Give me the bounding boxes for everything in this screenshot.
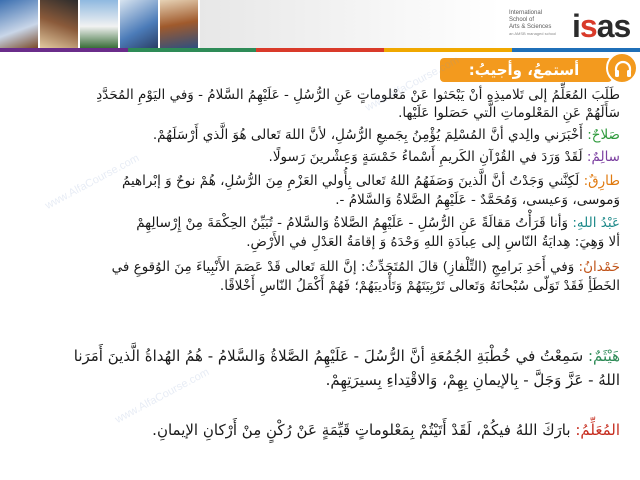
intro-paragraph xyxy=(15,86,620,122)
watermark-text: www.AlfaCourse.com xyxy=(363,54,462,114)
header-photo xyxy=(160,0,200,48)
dialogue-text: وَأنا قَرَأْتُ مَقالَةً عَنِ الرُّسُلِ - عَلَيْهِمُ الصَّلاةُ وَالسَّلامُ - تُبَيِّنُ الحِكْمَةَ مِنْ إِرْسالِهِمْ xyxy=(136,215,569,231)
header-photo xyxy=(80,0,120,48)
dialogue-text: لَكِنَّني وَجَدْتُ أنَّ الَّذينَ وَصَفَهُمُ اللهُ تَعالى بِأُولي العَزْمِ مِنَ الرُّسُلِ، هُمْ نوحٌ وَ إبْراهيمُ xyxy=(121,173,580,189)
dialogue-text: لَقَدْ وَرَدَ في القُرْآنِ الكَريمِ أَسْماءُ خَمْسَةٍ وَعِشْرينَ رَسولًا. xyxy=(268,149,583,165)
dialogue-block xyxy=(10,344,620,392)
dialogue-text: الخَطَأِ فَقَدْ تَوَلّى سُبْحانَهُ وَتَعالى تَرْبِيَتَهُمْ وَتَأْديبَهُمْ؛ فَهُمْ أَكْمَلُ النّاسِ أَخْلاقًا. xyxy=(219,278,620,294)
dialogue-text: اللهُ - عَزَّ وَجَلَّ - بِالإيمانِ بِهِمْ، وَالاقْتِداءِ بِسيرَتِهِمْ. xyxy=(325,371,620,389)
school-name-line: Arts & Sciences xyxy=(509,24,552,30)
logo-letter: i xyxy=(572,8,580,44)
dialogue-block xyxy=(10,258,620,296)
dialogue-block xyxy=(10,214,620,252)
dialogue-text: سَمِعْتُ في خُطْبَةِ الجُمُعَةِ أنَّ الرُّسُلَ - عَلَيْهِمُ الصَّلاةُ وَالسَّلامُ - هُمُ الهُداةُ الَّذينَ أَمَرَنا xyxy=(73,347,584,365)
school-name-line: School of xyxy=(509,17,535,23)
dialogue-text: وَموسى، وَعيسى، وَمُحَمَّدٌ - عَلَيْهِمُ الصَّلاةُ وَالسَّلامُ -. xyxy=(335,192,620,208)
headphone-icon[interactable] xyxy=(606,52,638,84)
dialogue-text: ألا وَهِيَ: هِدايَةُ النّاسِ إلى عِبادَةِ اللهِ وَحْدَهُ وَ إقامَةُ العَدْلِ في الأَرْضِ. xyxy=(246,234,620,250)
watermark-text: www.AlfaCourse.com xyxy=(113,366,212,426)
section-title: أستمعُ، وأجيبُ: xyxy=(468,61,580,79)
speaker-name: هَيْثَمٌ: xyxy=(588,347,620,365)
speaker-name: صَلاحٌ: xyxy=(587,127,620,143)
dialogue-text: بارَكَ اللهُ فيكُمْ، لَقَدْ أَتَيْتُمْ بِمَعْلوماتٍ قَيِّمَةٍ عَنْ رُكْنٍ مِنْ أَرْكانِ الإيمانِ. xyxy=(152,421,571,439)
watermark-text: www.AlfaCourse.com xyxy=(43,152,142,212)
intro-line: طَلَبَ المُعَلِّمُ إلى تَلاميذِهِ أنْ يَبْحَثوا عَنْ مَعْلوماتٍ عَنِ الرُّسُلِ - عَلَيْهِمُ السَّلامُ - وَفي اليَوْمِ المُحَدَّدِ xyxy=(96,87,620,103)
page-header xyxy=(0,0,640,52)
school-subtitle: an AMSB managed school xyxy=(509,31,557,36)
speaker-name: طارِقٌ: xyxy=(583,173,620,189)
dialogue-text: وَفي أَحَدِ بَرامِجِ (التِّلْفازِ) قالَ المُتَحَدِّثُ: إنَّ اللهَ تَعالى قَدْ عَصَمَ الأَنْبِياءَ مِنَ الوُقوعِ في xyxy=(111,259,575,275)
dialogue-line xyxy=(10,126,620,145)
speaker-name: عَبْدُ اللهِ: xyxy=(572,215,620,231)
header-band xyxy=(200,0,500,48)
intro-line: سَأَلَهُمْ عَنِ المَعْلوماتِ الَّتي حَصَلوا عَلَيْها. xyxy=(398,105,620,121)
school-name xyxy=(509,10,569,36)
dialogue-text: أَخْبَرَني والِدي أنَّ المُسْلِمَ يُؤْمِنُ بِجَميعِ الرُّسُلِ، لأنَّ اللهَ تَعالى هُوَ الَّذي أَرْسَلَهُمْ. xyxy=(152,127,583,143)
header-photo xyxy=(0,0,40,48)
speaker-name: حَمْدانُ: xyxy=(578,259,620,275)
logo-letter: as xyxy=(596,8,631,44)
speaker-name: سالِمٌ: xyxy=(586,149,620,165)
speaker-name: المُعَلِّمُ: xyxy=(575,421,620,439)
header-color-bar xyxy=(0,48,640,52)
header-photo-strip xyxy=(0,0,200,48)
header-photo xyxy=(40,0,80,48)
dialogue-line xyxy=(10,418,620,442)
header-photo xyxy=(120,0,160,48)
dialogue-line xyxy=(10,148,620,167)
school-name-line: International xyxy=(509,10,543,16)
school-logo xyxy=(572,8,630,44)
logo-letter: s xyxy=(579,8,597,44)
